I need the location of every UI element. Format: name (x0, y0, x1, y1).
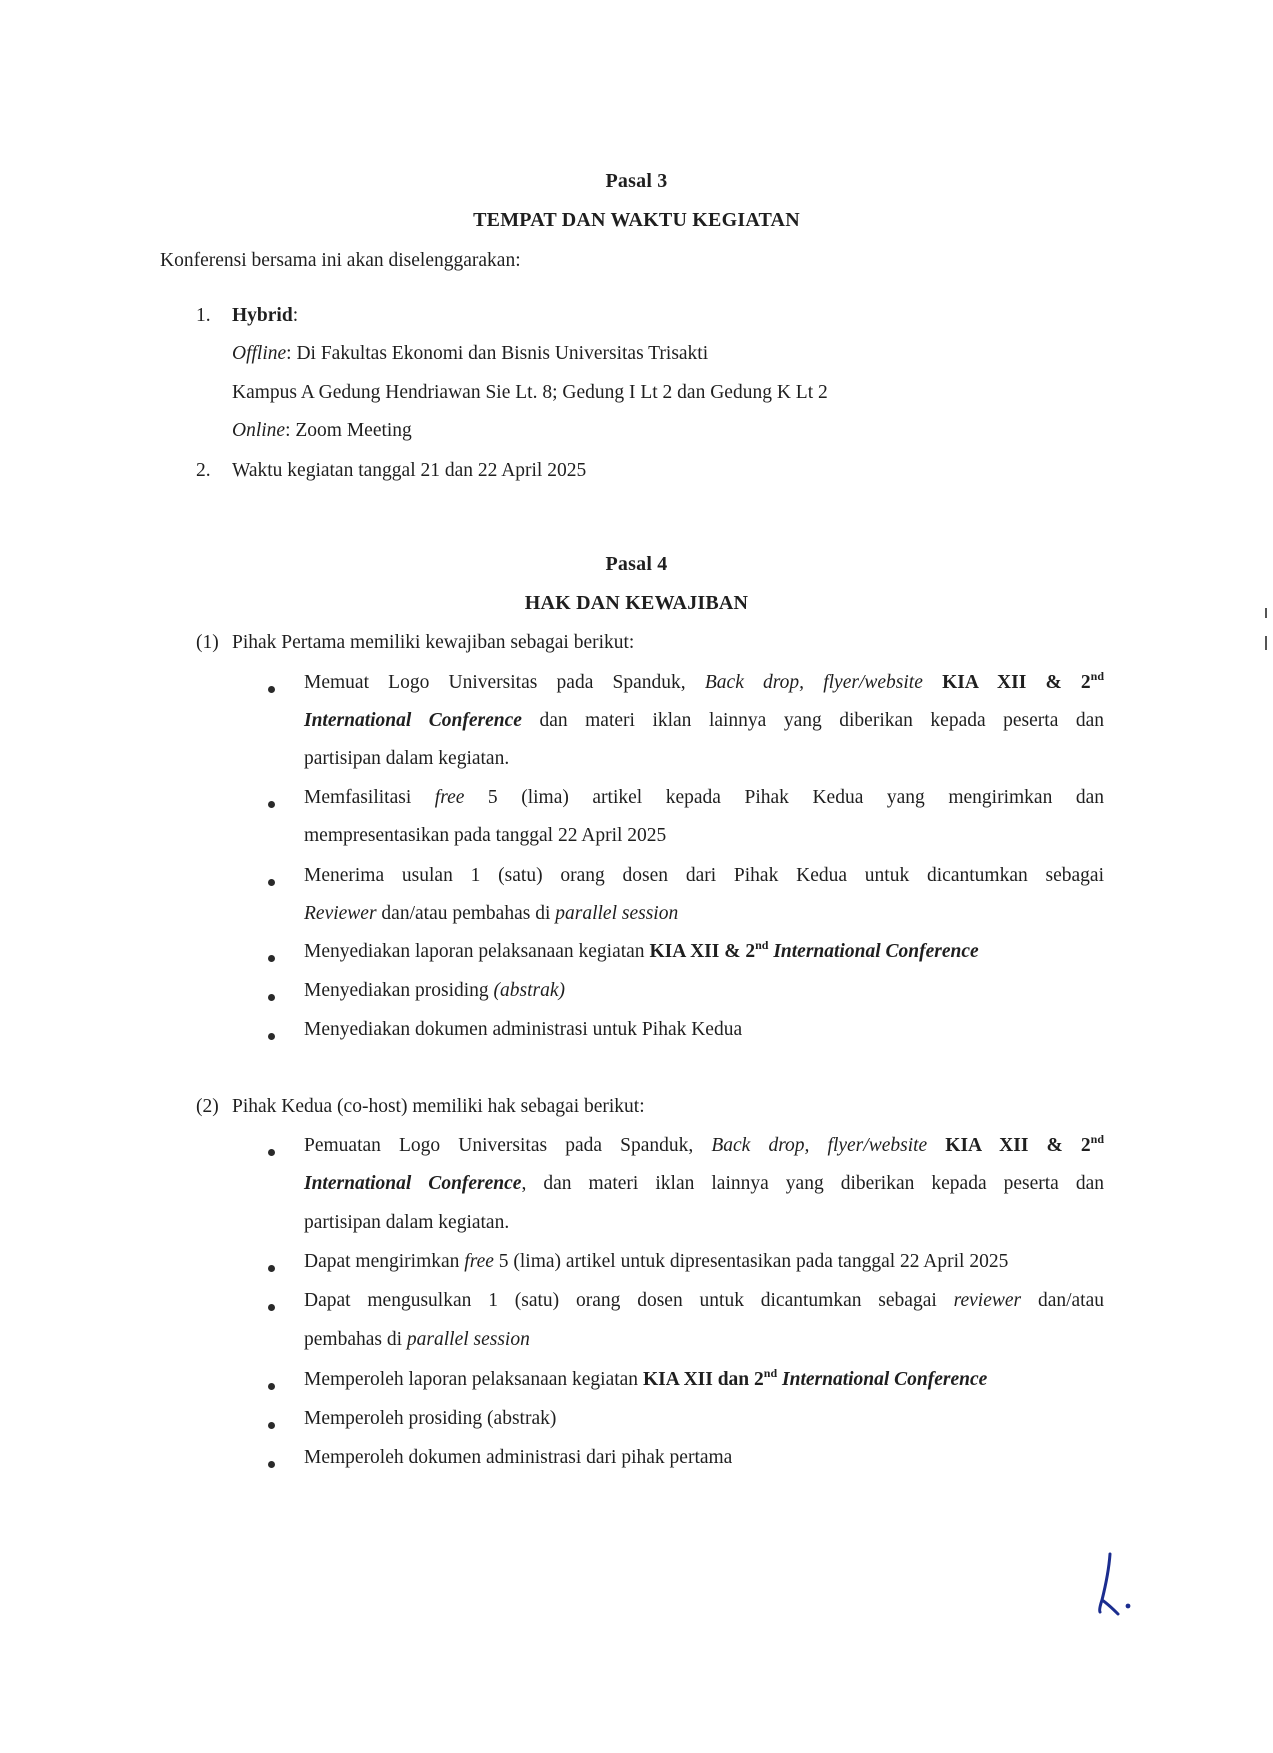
item-italic: Back drop, flyer/website (704, 672, 923, 693)
item-italic: free (464, 1251, 494, 1272)
item-bold-italic: International Conference (773, 941, 979, 962)
item-italic: parallel session (555, 903, 679, 924)
item-text: Memperoleh laporan pelaksanaan kegiatan (304, 1369, 639, 1390)
bullet-icon (268, 801, 275, 808)
item-text: Memuat Logo Universitas pada Spanduk, (304, 672, 686, 693)
item-text: 5 (lima) artikel kepada Pihak Kedua yang mengirimkan dan (487, 787, 1105, 808)
item-italic: reviewer (953, 1290, 1022, 1311)
section-1-intro: Pihak Pertama memiliki kewajiban sebagai berikut: (232, 632, 635, 653)
list-item-continuation: partisipan dalam kegiatan. (304, 1212, 510, 1233)
hybrid-label: Hybrid (232, 305, 293, 326)
scan-mark (1265, 608, 1267, 618)
list-item: Memperoleh dokumen administrasi dari pihak pertama (304, 1447, 733, 1468)
item-italic: free (434, 787, 465, 808)
item-bold: KIA XII & 2 (649, 941, 756, 962)
list-item (304, 787, 1104, 809)
list-item (304, 1251, 1008, 1273)
item-text: Pemuatan Logo Universitas pada Spanduk, (304, 1135, 694, 1156)
list-item (304, 668, 1105, 694)
hybrid-colon: : (292, 305, 299, 326)
hybrid-heading (232, 305, 298, 327)
item-superscript: nd (763, 1365, 778, 1380)
handwritten-initial (1088, 1548, 1148, 1618)
item-bold-italic: International Conference (782, 1369, 988, 1390)
list-item-continuation (304, 1173, 1104, 1195)
online-text: : Zoom Meeting (285, 420, 412, 441)
bullet-icon (268, 994, 275, 1001)
list-item-continuation (304, 903, 678, 925)
bullet-icon (268, 1304, 275, 1311)
list-item (304, 1365, 988, 1391)
list-item (304, 980, 565, 1002)
bullet-icon (268, 1033, 275, 1040)
item-text: dan/atau pembahas di (381, 903, 551, 924)
list-item-continuation (304, 710, 1104, 732)
item-superscript: nd (755, 937, 769, 952)
list-item-continuation (304, 1329, 530, 1351)
bullet-icon (268, 1461, 275, 1468)
pasal-4-title: HAK DAN KEWAJIBAN (524, 592, 749, 614)
bullet-icon (268, 879, 275, 886)
item-text: Menyediakan prosiding (304, 980, 489, 1001)
list-item (304, 937, 979, 963)
campus-line: Kampus A Gedung Hendriawan Sie Lt. 8; Gedung I Lt 2 dan Gedung K Lt 2 (232, 382, 828, 403)
list-item: Memperoleh prosiding (abstrak) (304, 1408, 557, 1429)
item-bold: KIA XII dan 2 (642, 1369, 764, 1390)
online-label: Online (232, 420, 286, 441)
offline-label: Offline (232, 343, 287, 364)
list-number: 2. (196, 460, 211, 481)
pasal-3-intro: Konferensi bersama ini akan diselenggarakan: (160, 250, 521, 271)
section-2-intro: Pihak Kedua (co-host) memiliki hak sebagai berikut: (232, 1096, 645, 1117)
item-italic: (abstrak) (493, 980, 566, 1001)
online-line (232, 420, 412, 442)
item-bold: KIA XII & 2 (945, 1135, 1091, 1156)
scan-mark (1265, 636, 1267, 650)
bullet-icon (268, 1149, 275, 1156)
list-item (304, 1290, 1104, 1312)
list-item-continuation: mempresentasikan pada tanggal 22 April 2025 (304, 825, 667, 846)
item-text: dan materi iklan lainnya yang diberikan kepada peserta dan (539, 710, 1105, 731)
item-superscript: nd (1090, 1131, 1104, 1146)
pasal-4-label: Pasal 4 (605, 553, 668, 575)
item-text: Menyediakan laporan pelaksanaan kegiatan (304, 941, 645, 962)
list-item (304, 1131, 1104, 1157)
item-superscript: nd (1090, 668, 1105, 683)
item-text: Memfasilitasi (304, 787, 412, 808)
item-text: , dan materi iklan lainnya yang diberikan kepada peserta dan (521, 1173, 1105, 1194)
list-number: 1. (196, 305, 211, 326)
item-italic: Back drop, flyer/website (711, 1135, 928, 1156)
offline-text: : Di Fakultas Ekonomi dan Bisnis Universitas Trisakti (286, 343, 709, 364)
list-item-continuation: partisipan dalam kegiatan. (304, 748, 510, 769)
bullet-icon (268, 1265, 275, 1272)
bullet-icon (268, 686, 275, 693)
item-text: 5 (lima) artikel untuk dipresentasikan pada tanggal 22 April 2025 (498, 1251, 1009, 1272)
bullet-icon (268, 1383, 275, 1390)
item-bold: KIA XII & 2 (942, 672, 1091, 693)
section-number: (1) (196, 632, 219, 653)
item-italic: parallel session (406, 1329, 530, 1350)
date-line: Waktu kegiatan tanggal 21 dan 22 April 2025 (232, 460, 587, 481)
item-text: pembahas di (304, 1329, 403, 1350)
list-item: Menerima usulan 1 (satu) orang dosen dari Pihak Kedua untuk dicantumkan sebagai (304, 865, 1104, 886)
item-bold-italic: International Conference (304, 1173, 522, 1194)
bullet-icon (268, 1422, 275, 1429)
pasal-3-title: TEMPAT DAN WAKTU KEGIATAN (473, 209, 800, 231)
item-italic: Reviewer (304, 903, 377, 924)
list-item: Menyediakan dokumen administrasi untuk Pihak Kedua (304, 1019, 743, 1040)
offline-line (232, 343, 708, 365)
item-text: Dapat mengusulkan 1 (satu) orang dosen untuk dicantumkan sebagai (304, 1290, 937, 1311)
bullet-icon (268, 955, 275, 962)
pasal-3-label: Pasal 3 (605, 170, 668, 192)
item-text: Dapat mengirimkan (304, 1251, 460, 1272)
item-text: dan/atau (1037, 1290, 1104, 1311)
section-number: (2) (196, 1096, 219, 1117)
item-bold-italic: International Conference (304, 710, 522, 731)
